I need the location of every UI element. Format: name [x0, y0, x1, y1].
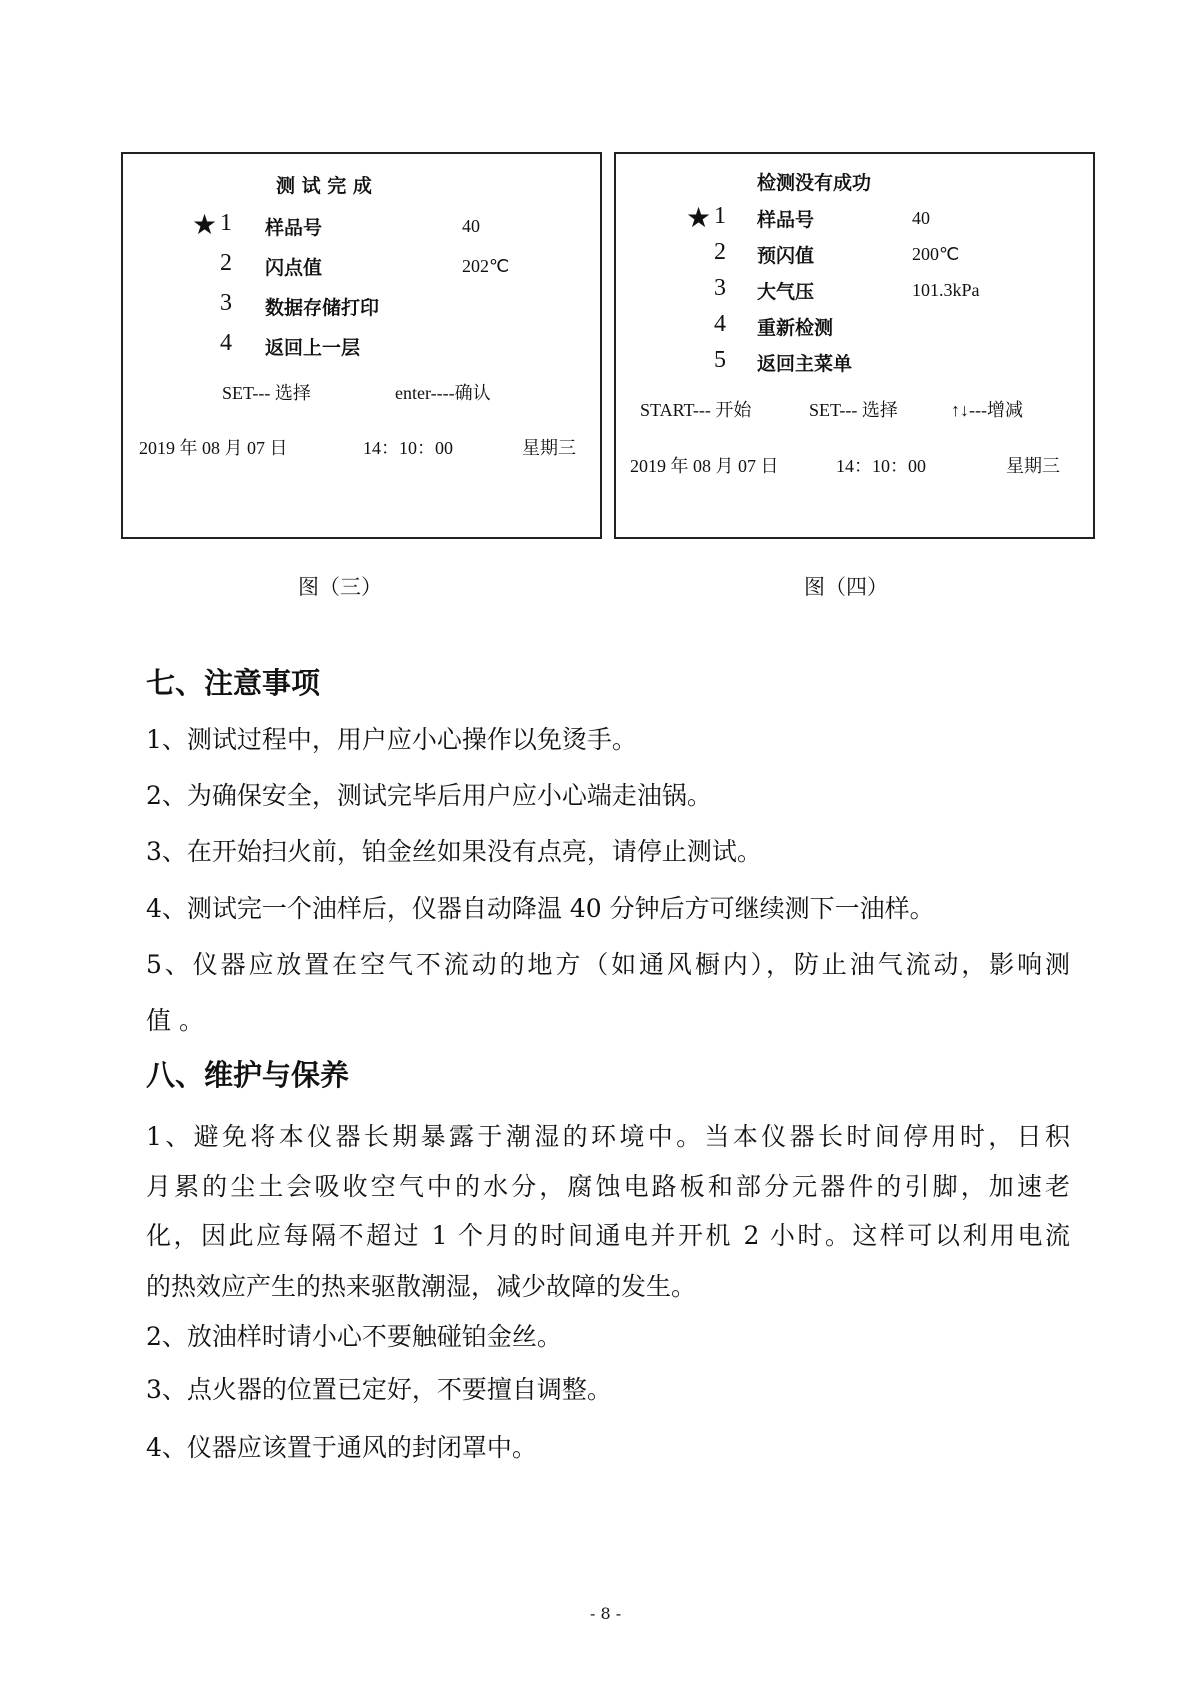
- fig3-hint-enter: enter----确认: [395, 383, 491, 403]
- fig4-caption: 图（四）: [804, 575, 888, 599]
- fig3-row-num: 1: [220, 210, 232, 236]
- fig3-caption: 图（三）: [298, 575, 382, 599]
- fig4-title: 检测没有成功: [757, 172, 872, 194]
- star-selector-icon: ★: [686, 201, 712, 234]
- fig4-row-value: 200℃: [912, 244, 960, 264]
- fig3-row-value: 40: [462, 216, 480, 236]
- section-8-item: 3、点火器的位置已定好，不要擅自调整。: [146, 1375, 612, 1404]
- section-8-paragraph-line: 的热效应产生的热来驱散潮湿，减少故障的发生。: [146, 1272, 697, 1301]
- fig3-row-label: 闪点值: [265, 257, 323, 279]
- fig4-row-label: 预闪值: [757, 245, 815, 267]
- section-8-item: 2、放油样时请小心不要触碰铂金丝。: [146, 1322, 562, 1351]
- section-7-item: 3、在开始扫火前，铂金丝如果没有点亮，请停止测试。: [146, 837, 762, 866]
- fig4-hint-arrows: ↑↓---增减: [951, 400, 1023, 420]
- fig3-row-num: 4: [220, 330, 232, 356]
- fig4-row-value: 101.3kPa: [912, 280, 980, 300]
- fig4-row-label: 大气压: [757, 281, 815, 303]
- fig4-row-label: 重新检测: [757, 317, 834, 339]
- fig3-row-value: 202℃: [462, 256, 510, 276]
- section-8-item: 4、仪器应该置于通风的封闭罩中。: [146, 1433, 537, 1462]
- fig4-hint-start: START--- 开始: [640, 400, 752, 420]
- fig3-row-num: 3: [220, 290, 232, 316]
- section-7-item: 5、仪器应放置在空气不流动的地方（如通风橱内），防止油气流动，影响测: [146, 950, 1070, 979]
- fig3-time: 14：10：00: [363, 438, 453, 458]
- section-8-paragraph-line: 化，因此应每隔不超过 1 个月的时间通电并开机 2 小时。这样可以利用电流: [146, 1221, 1070, 1250]
- section-7-item: 4、测试完一个油样后，仪器自动降温 40 分钟后方可继续测下一油样。: [146, 894, 935, 923]
- fig4-row-label: 样品号: [757, 209, 815, 231]
- section-7-heading: 七、注意事项: [146, 666, 321, 700]
- fig4-weekday: 星期三: [1006, 456, 1060, 476]
- fig4-row-num: 3: [714, 275, 726, 301]
- fig3-weekday: 星期三: [522, 438, 576, 458]
- fig4-row-value: 40: [912, 208, 930, 228]
- fig3-row-label: 返回上一层: [265, 337, 361, 359]
- star-selector-icon: ★: [192, 208, 218, 241]
- fig4-time: 14：10：00: [836, 456, 926, 476]
- section-7-item: 2、为确保安全，测试完毕后用户应小心端走油锅。: [146, 781, 712, 810]
- section-8-heading: 八、维护与保养: [146, 1058, 350, 1092]
- fig3-row-num: 2: [220, 250, 232, 276]
- fig4-date: 2019 年 08 月 07 日: [630, 456, 779, 476]
- section-8-paragraph-line: 月累的尘土会吸收空气中的水分，腐蚀电路板和部分元器件的引脚，加速老: [146, 1172, 1070, 1201]
- fig4-row-num: 5: [714, 347, 726, 373]
- section-7-item: 1、测试过程中，用户应小心操作以免烫手。: [146, 725, 637, 754]
- fig4-row-label: 返回主菜单: [757, 353, 853, 375]
- fig4-row-num: 1: [714, 203, 726, 229]
- fig3-row-label: 数据存储打印: [265, 297, 380, 319]
- fig3-hint-set: SET--- 选择: [222, 383, 311, 403]
- fig3-row-label: 样品号: [265, 217, 323, 239]
- section-8-paragraph-line: 1、避免将本仪器长期暴露于潮湿的环境中。当本仪器长时间停用时，日积: [146, 1122, 1070, 1151]
- page-number: - 8 -: [590, 1604, 622, 1623]
- fig3-title: 测 试 完 成: [276, 175, 372, 197]
- fig3-date: 2019 年 08 月 07 日: [139, 438, 288, 458]
- fig4-hint-set: SET--- 选择: [809, 400, 898, 420]
- fig4-row-num: 4: [714, 311, 726, 337]
- section-7-item-continuation: 值 。: [146, 1006, 204, 1035]
- fig4-row-num: 2: [714, 239, 726, 265]
